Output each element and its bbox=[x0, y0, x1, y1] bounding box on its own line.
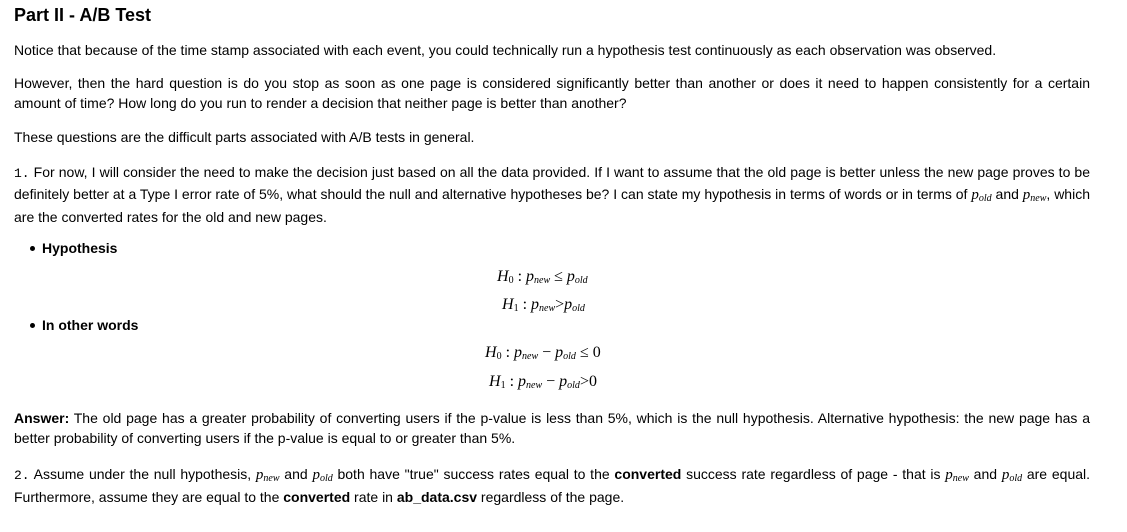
math-p-new: pnew bbox=[945, 467, 969, 484]
question-number: 2. bbox=[14, 468, 30, 483]
question-number: 1. bbox=[14, 166, 30, 181]
equation-h0-difference: H0 : pnew − pold ≤ 0 bbox=[485, 344, 601, 362]
paragraph-difficult-parts: These questions are the difficult parts associated with A/B tests in general. bbox=[14, 129, 475, 145]
equation-h1-hypothesis: H1 : pnew>pold bbox=[502, 296, 585, 314]
math-p-new: pnew bbox=[1022, 187, 1047, 204]
converted-bold: converted bbox=[283, 489, 351, 505]
answer-label: Answer: bbox=[14, 410, 70, 426]
math-p-old: pold bbox=[1001, 467, 1023, 484]
bullet-dot bbox=[30, 323, 35, 328]
math-p-old: pold bbox=[971, 187, 992, 204]
section-title: Part II - A/B Test bbox=[14, 5, 152, 25]
file-name: ab_data.csv bbox=[396, 489, 478, 505]
bullet-hypothesis: Hypothesis bbox=[30, 240, 117, 256]
bullet-in-other-words: In other words bbox=[30, 317, 138, 333]
math-p-old: pold bbox=[312, 467, 333, 484]
equation-h0-hypothesis: H0 : pnew ≤ pold bbox=[497, 268, 588, 286]
converted-bold: converted bbox=[614, 466, 682, 482]
equation-h1-difference: H1 : pnew − pold>0 bbox=[489, 373, 597, 391]
math-p-new: pnew bbox=[255, 467, 280, 484]
paragraph-timestamp: Notice that because of the time stamp associated with each event, you could technically run a hypothesis test continuously as each observation was observed. bbox=[14, 42, 997, 58]
bullet-dot bbox=[30, 246, 35, 251]
question-2: 2. Assume under the null hypothesis, pnew and pold both have "true" success rates equal to the converted success rate regardless of page - that is pnew and pold are equal. Furthermore, assume they are equal to the converted rate in ab_data.csv regardless of the page. bbox=[14, 466, 1091, 505]
paragraph-hard-question: However, then the hard question is do you stop as soon as one page is considered significantly better than another or does it need to happen consistently for a certain amount of time? How long do you run to render a decision that neither page is better than another? bbox=[14, 75, 1090, 111]
question-1: 1. For now, I will consider the need to make the decision just based on all the data provided. If I want to assume that the old page is better unless the new page proves to be definitely better at a Type I error rate of 5%, what should the null and alternative hypotheses be? I can state my hypothesis in terms of words or in terms of pold and pnew, which are the converted rates for the old and new pages. bbox=[14, 164, 1090, 225]
answer-paragraph: Answer: The old page has a greater probability of converting users if the p-value is less than 5%, which is the null hypothesis. Alternative hypothesis: the new page has a better probability of converting users if the p-value is equal to or greater than 5%. bbox=[14, 410, 1090, 446]
question-1-text: For now, I will consider the need to make the decision just based on all the data provided. If I want to assume that the old page is better unless the new page proves to be definitely better at a Type I error rate of 5%, what should the null and alternative hypotheses be? I can state my hypothesis in terms of words or in terms of bbox=[14, 164, 1090, 202]
